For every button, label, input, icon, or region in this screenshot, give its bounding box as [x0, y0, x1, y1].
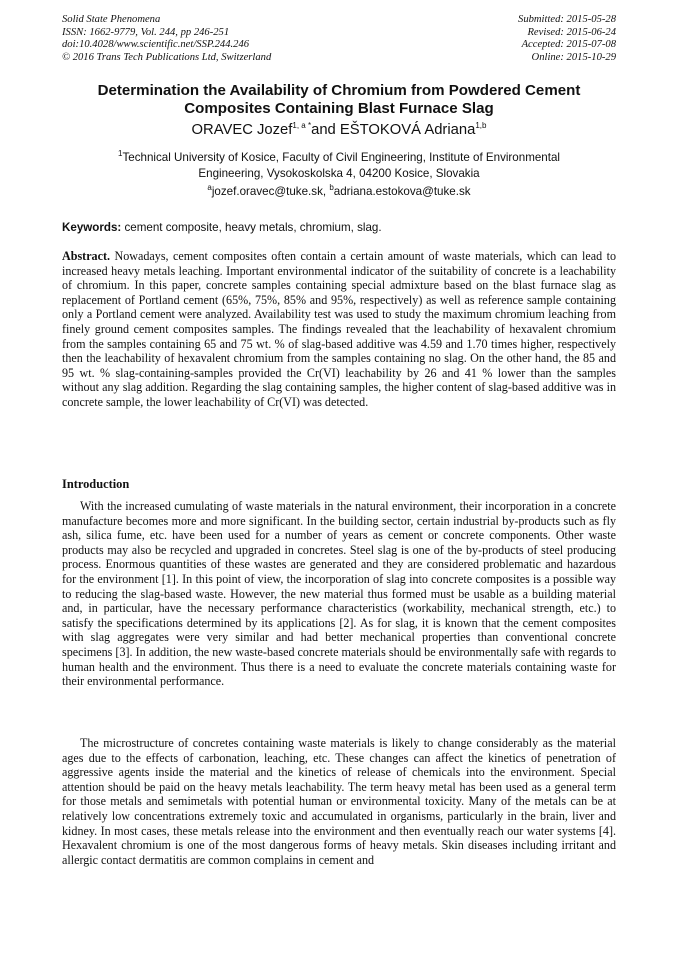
affiliation-mark: 1	[118, 149, 123, 159]
author-oravec-affiliation-mark: 1, a *	[292, 121, 312, 131]
author-estokova-affiliation-mark: 1,b	[475, 121, 487, 131]
journal-name: Solid State Phenomena	[62, 14, 161, 25]
journal-copyright: © 2016 Trans Tech Publications Ltd, Switzerland	[62, 51, 272, 63]
keywords-text: cement composite, heavy metals, chromium, slag.	[121, 221, 382, 234]
affiliation-line-2: Engineering, Vysokoskolska 4, 04200 Kosice, Slovakia	[198, 166, 480, 180]
paper-title	[62, 82, 616, 118]
title-line-1: Determination the Availability of Chromium from Powdered Cement	[97, 82, 581, 99]
author-connector: and	[311, 122, 340, 138]
email-mark-b: b	[329, 183, 334, 193]
abstract-label: Abstract.	[62, 249, 111, 263]
date-accepted: Accepted: 2015-07-08	[521, 39, 616, 51]
author-oravec: ORAVEC Jozef	[191, 122, 293, 138]
affiliation-line-1: $^1$Technical University of Kosice, Faculty of Civil Engineering, Institute of Environmental	[118, 149, 560, 164]
keywords-label: Keywords:	[62, 221, 122, 234]
author-list	[62, 121, 616, 139]
title-line-2: Composites Containing Blast Furnace Slag	[184, 100, 494, 117]
author-emails	[62, 184, 616, 199]
abstract-text: Nowadays, cement composites often contain a certain amount of waste materials, which can lead to increased heavy metals leaching. Important environmental indicator of the suitability of concrete is a leachability of chromium. In this paper, concrete samples containing special admixture based on the blast furnace slag as replacement of Portland cement (65%, 75%, 85% and 95%, respectively) as well as reference sample containing only a Portland cement were analyzed. Availability test was used to study the maximum chromium leaching from finely ground cement composites samples. The findings revealed that the leachability of hexavalent chromium from the samples containing 65 and 75 wt. % of slag-based additive was 4.59 and 1.70 times higher, respectively then the leachability of hexavalent chromium from the samples containing no slag. On the other hand, the 85 and 95 wt. % slag-containing-samples provided the Cr(VI) leachability by 26 and 41 % lower than the samples without any slag addition. Regarding the slag containing samples, the higher content of slag-based additive was in concrete sample, the lower leachability of Cr(VI) was detected.	[62, 249, 616, 409]
date-submitted: Submitted: 2015-05-28	[518, 14, 616, 25]
introduction-paragraph-2: The microstructure of concretes containing waste materials is likely to change considerably as the material ages due to the effects of carbonation, leaching, etc. These changes can affect the kinetics of penetration of aggressive agents inside the material and the kinetics of release of chemicals into the environment. Special attention should be paid on the heavy metals leachability. The term heavy metal has been used as a general term for those metals and semimetals with potential human or environmental toxicity. Many of the metals can be at relatively low concentrations extremely toxic and accumulated in organisms, particularly in the brain, liver and kidney. In most cases, these metals release into the environment and then eventually reach our water systems [4]. Hexavalent chromium is one of the most dangerous forms of heavy metals. Skin diseases including irritant and allergic contact dermatitis are common complains in cement and	[62, 736, 616, 867]
affiliation	[62, 150, 616, 181]
date-online: Online: 2015-10-29	[531, 51, 616, 63]
journal-header	[62, 14, 616, 66]
author-estokova: EŠTOKOVÁ Adriana	[339, 122, 476, 138]
journal-doi[interactable]: doi:10.4028/www.scientific.net/SSP.244.246	[62, 39, 250, 51]
email-mark-a: a	[207, 183, 212, 193]
introduction-heading: Introduction	[62, 477, 130, 491]
journal-info	[62, 14, 271, 64]
date-revised: Revised: 2015-06-24	[527, 26, 616, 38]
publication-dates	[518, 14, 616, 64]
journal-issn: ISSN: 1662-9779, Vol. 244, pp 246-251	[62, 26, 230, 38]
email-estokova[interactable]: adriana.estokova@tuke.sk	[333, 185, 471, 198]
abstract	[62, 249, 616, 410]
introduction-paragraph-1: With the increased cumulating of waste materials in the natural environment, their incorporation in a concrete manufacture becomes more and more significant. In the building sector, certain industrial by-products such as fly ash, silica fume, etc. have been used for a number of years as cement or concrete components. Other waste products may also be recycled and upgraded in concretes. Steel slag is one of the by-products of steel producing process. Enormous quantities of these wastes are generated and they are considered problematic and hazardous for the environment [1]. In this point of view, the incorporation of slag into concrete composites is a possible way to reducing the slag-based waste. However, the new material thus formed must be usable as a building material and, in particular, have the necessary performance characteristics (workability, mechanical strength, etc.) to satisfy the specifications determined by its applications [2]. As for slag, it is known that the cement composites with slag aggregates were very similar and had better mechanical properties than conventional concrete specimens [3]. In addition, the new waste-based concrete materials should be environmentally safe with regards to human health and the environment. Thus there is a need to evaluate the concrete materials containing waste for their environmental performance.	[62, 499, 616, 689]
keywords	[62, 220, 616, 235]
email-oravec[interactable]: jozef.oravec@tuke.sk,	[211, 185, 330, 198]
